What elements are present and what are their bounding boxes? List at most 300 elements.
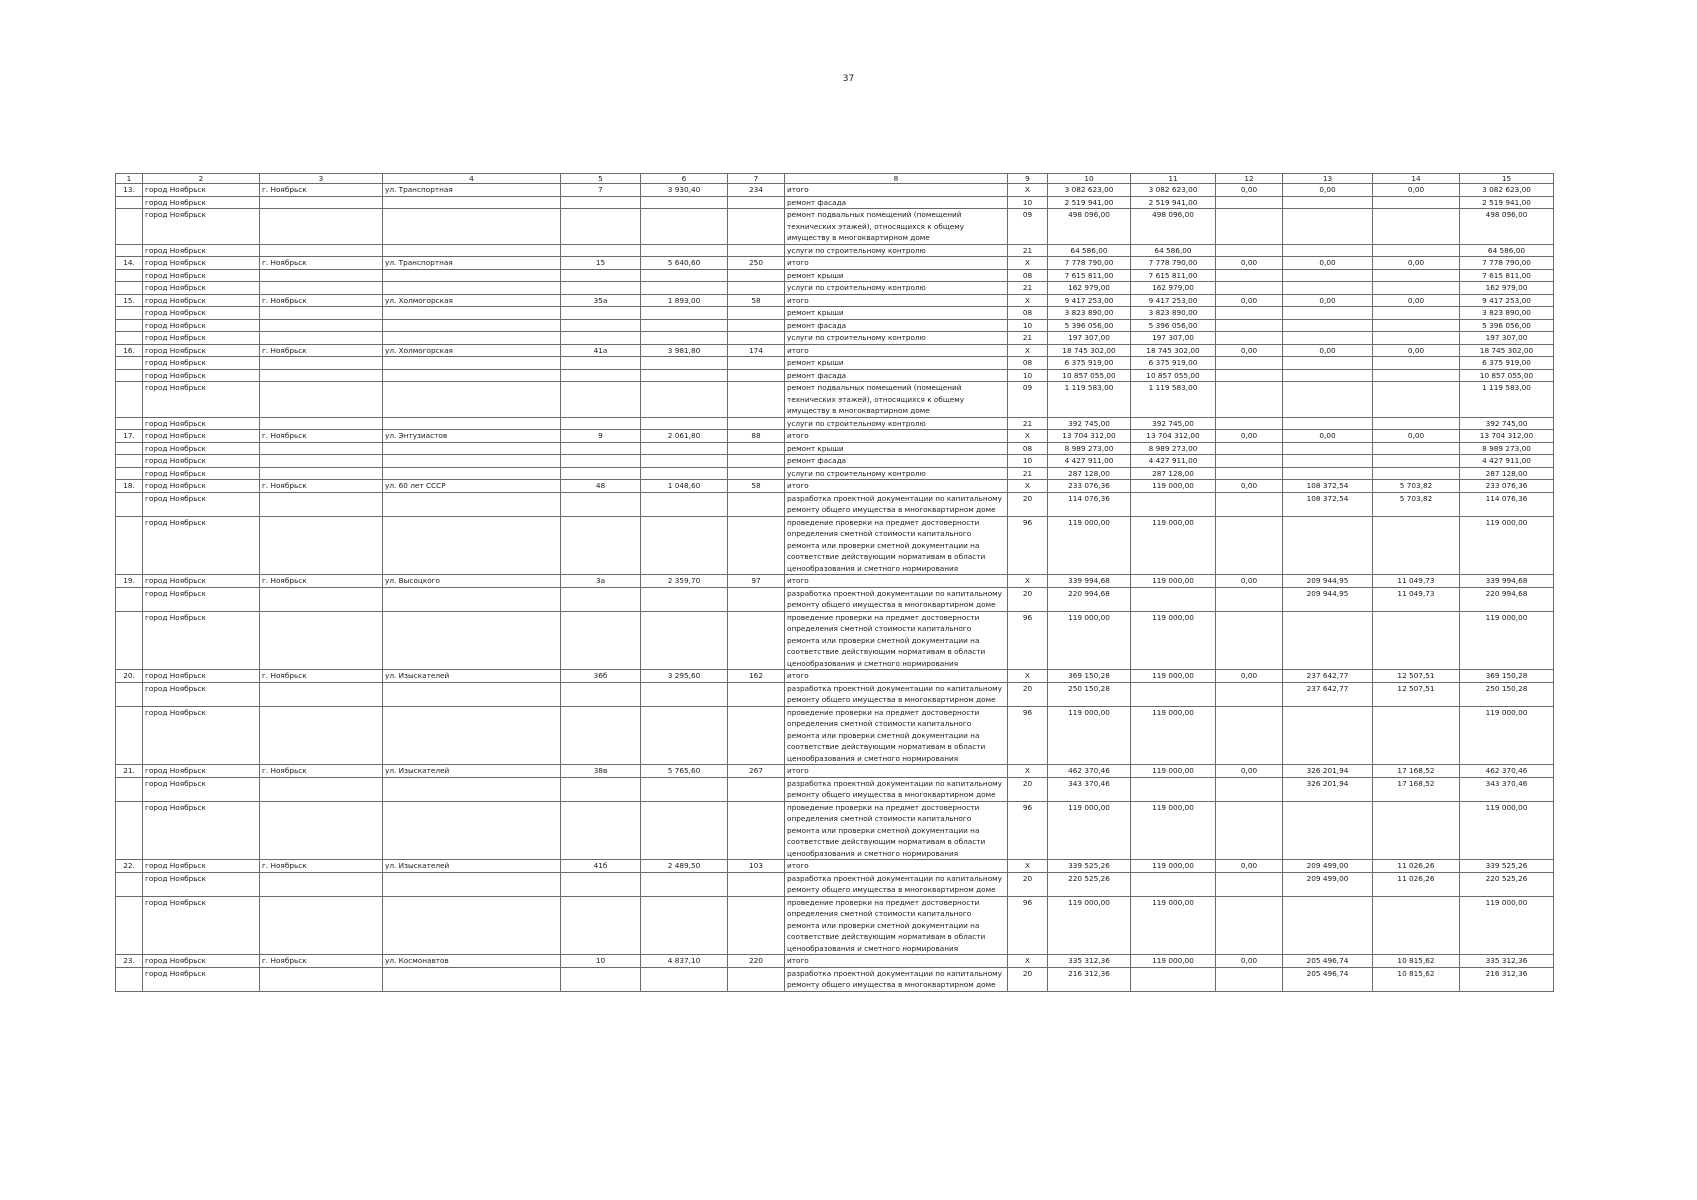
work-code-cell: Х	[1008, 670, 1048, 683]
work-type-cell: итого	[785, 480, 1008, 493]
table-row-work	[116, 369, 1554, 382]
table-row-total	[116, 575, 1554, 588]
regional-funds-cell: 205 496,74	[1283, 967, 1373, 991]
table-row-work	[116, 967, 1554, 991]
regional-funds-cell	[1283, 706, 1373, 765]
fund-cost-cell: 287 128,00	[1131, 467, 1216, 480]
federal-funds-cell	[1216, 244, 1283, 257]
table-row-work	[116, 872, 1554, 896]
area-cell	[641, 332, 728, 345]
regional-funds-cell: 209 944,95	[1283, 575, 1373, 588]
residents-cell: 58	[728, 294, 785, 307]
work-code-cell: 21	[1008, 467, 1048, 480]
municipality-cell: город Ноябрьск	[143, 480, 260, 493]
city-cell	[260, 332, 383, 345]
work-code-cell: 21	[1008, 417, 1048, 430]
row-number: 20.	[116, 670, 143, 683]
local-funds-cell: 0,00	[1373, 184, 1460, 197]
total-cost-cell: 339 525,26	[1048, 860, 1131, 873]
table-row-total	[116, 955, 1554, 968]
street-cell: ул. Транспортная	[383, 184, 561, 197]
regional-funds-cell: 209 499,00	[1283, 872, 1373, 896]
federal-funds-cell	[1216, 357, 1283, 370]
local-funds-cell	[1373, 801, 1460, 860]
owners-funds-cell: 64 586,00	[1460, 244, 1554, 257]
total-cost-cell: 13 704 312,00	[1048, 430, 1131, 443]
local-funds-cell	[1373, 209, 1460, 245]
work-code-cell: Х	[1008, 575, 1048, 588]
federal-funds-cell	[1216, 587, 1283, 611]
city-cell	[260, 801, 383, 860]
municipality-cell: город Ноябрьск	[143, 307, 260, 320]
street-cell: ул. Транспортная	[383, 257, 561, 270]
owners-funds-cell: 335 312,36	[1460, 955, 1554, 968]
residents-cell	[728, 209, 785, 245]
owners-funds-cell: 369 150,28	[1460, 670, 1554, 683]
area-cell: 2 061,80	[641, 430, 728, 443]
fund-cost-cell	[1131, 587, 1216, 611]
local-funds-cell	[1373, 467, 1460, 480]
federal-funds-cell	[1216, 516, 1283, 575]
local-funds-cell: 5 703,82	[1373, 480, 1460, 493]
federal-funds-cell	[1216, 282, 1283, 295]
regional-funds-cell: 0,00	[1283, 184, 1373, 197]
city-cell: г. Ноябрьск	[260, 955, 383, 968]
owners-funds-cell: 4 427 911,00	[1460, 455, 1554, 468]
owners-funds-cell: 339 525,26	[1460, 860, 1554, 873]
area-cell	[641, 357, 728, 370]
row-number	[116, 196, 143, 209]
regional-funds-cell	[1283, 269, 1373, 282]
house-number-cell: 41б	[561, 860, 641, 873]
street-cell	[383, 896, 561, 955]
table-row-total	[116, 344, 1554, 357]
work-type-cell: итого	[785, 257, 1008, 270]
regional-funds-cell	[1283, 369, 1373, 382]
street-cell	[383, 269, 561, 282]
house-number-cell: 15	[561, 257, 641, 270]
residents-cell	[728, 332, 785, 345]
street-cell	[383, 801, 561, 860]
row-number	[116, 332, 143, 345]
street-cell: ул. Высоцкого	[383, 575, 561, 588]
city-cell	[260, 369, 383, 382]
house-number-cell	[561, 682, 641, 706]
work-code-cell: 20	[1008, 967, 1048, 991]
work-code-cell: 20	[1008, 777, 1048, 801]
owners-funds-cell: 5 396 056,00	[1460, 319, 1554, 332]
municipality-cell: город Ноябрьск	[143, 706, 260, 765]
owners-funds-cell: 162 979,00	[1460, 282, 1554, 295]
regional-funds-cell	[1283, 801, 1373, 860]
row-number	[116, 442, 143, 455]
area-cell	[641, 369, 728, 382]
fund-cost-cell: 2 519 941,00	[1131, 196, 1216, 209]
fund-cost-cell: 119 000,00	[1131, 801, 1216, 860]
municipality-cell: город Ноябрьск	[143, 344, 260, 357]
municipality-cell: город Ноябрьск	[143, 369, 260, 382]
work-code-cell: Х	[1008, 765, 1048, 778]
row-number	[116, 706, 143, 765]
house-number-cell	[561, 967, 641, 991]
row-number: 22.	[116, 860, 143, 873]
regional-funds-cell: 0,00	[1283, 257, 1373, 270]
street-cell	[383, 682, 561, 706]
table-row-total	[116, 670, 1554, 683]
fund-cost-cell: 1 119 583,00	[1131, 382, 1216, 418]
column-number: 9	[1008, 174, 1048, 184]
fund-cost-cell: 8 989 273,00	[1131, 442, 1216, 455]
total-cost-cell: 250 150,28	[1048, 682, 1131, 706]
local-funds-cell: 5 703,82	[1373, 492, 1460, 516]
column-number: 1	[116, 174, 143, 184]
federal-funds-cell	[1216, 417, 1283, 430]
area-cell	[641, 872, 728, 896]
area-cell	[641, 417, 728, 430]
table-row-work	[116, 587, 1554, 611]
area-cell: 2 489,50	[641, 860, 728, 873]
area-cell: 4 837,10	[641, 955, 728, 968]
city-cell	[260, 872, 383, 896]
city-cell	[260, 467, 383, 480]
house-number-cell	[561, 455, 641, 468]
total-cost-cell: 335 312,36	[1048, 955, 1131, 968]
residents-cell: 220	[728, 955, 785, 968]
work-code-cell: Х	[1008, 955, 1048, 968]
residents-cell: 174	[728, 344, 785, 357]
street-cell	[383, 442, 561, 455]
city-cell	[260, 777, 383, 801]
area-cell	[641, 442, 728, 455]
municipality-cell: город Ноябрьск	[143, 872, 260, 896]
fund-cost-cell: 6 375 919,00	[1131, 357, 1216, 370]
federal-funds-cell: 0,00	[1216, 257, 1283, 270]
total-cost-cell: 369 150,28	[1048, 670, 1131, 683]
work-type-cell: ремонт подвальных помещений (помещений технических этажей), относящихся к общему имуществу в многоквартирном доме	[785, 382, 1008, 418]
federal-funds-cell	[1216, 332, 1283, 345]
owners-funds-cell: 7 778 790,00	[1460, 257, 1554, 270]
work-type-cell: услуги по строительному контролю	[785, 417, 1008, 430]
row-number	[116, 801, 143, 860]
fund-cost-cell: 119 000,00	[1131, 670, 1216, 683]
house-number-cell: 48	[561, 480, 641, 493]
house-number-cell	[561, 369, 641, 382]
municipality-cell: город Ноябрьск	[143, 896, 260, 955]
federal-funds-cell	[1216, 492, 1283, 516]
residents-cell	[728, 269, 785, 282]
owners-funds-cell: 8 989 273,00	[1460, 442, 1554, 455]
street-cell	[383, 967, 561, 991]
work-type-cell: ремонт фасада	[785, 369, 1008, 382]
owners-funds-cell: 498 096,00	[1460, 209, 1554, 245]
house-number-cell	[561, 587, 641, 611]
local-funds-cell	[1373, 706, 1460, 765]
column-number: 14	[1373, 174, 1460, 184]
residents-cell	[728, 587, 785, 611]
table-row-work	[116, 467, 1554, 480]
local-funds-cell	[1373, 307, 1460, 320]
area-cell	[641, 282, 728, 295]
area-cell	[641, 706, 728, 765]
work-code-cell: 20	[1008, 872, 1048, 896]
federal-funds-cell: 0,00	[1216, 860, 1283, 873]
owners-funds-cell: 233 076,36	[1460, 480, 1554, 493]
local-funds-cell	[1373, 269, 1460, 282]
federal-funds-cell	[1216, 967, 1283, 991]
work-code-cell: 08	[1008, 357, 1048, 370]
work-type-cell: итого	[785, 294, 1008, 307]
residents-cell	[728, 417, 785, 430]
city-cell	[260, 442, 383, 455]
column-number: 12	[1216, 174, 1283, 184]
house-number-cell	[561, 319, 641, 332]
row-number	[116, 455, 143, 468]
street-cell: ул. Космонавтов	[383, 955, 561, 968]
regional-funds-cell: 205 496,74	[1283, 955, 1373, 968]
column-number: 8	[785, 174, 1008, 184]
total-cost-cell: 343 370,46	[1048, 777, 1131, 801]
work-type-cell: разработка проектной документации по капитальному ремонту общего имущества в многоквартирном доме	[785, 587, 1008, 611]
fund-cost-cell: 7 615 811,00	[1131, 269, 1216, 282]
work-type-cell: проведение проверки на предмет достоверности определения сметной стоимости капитального ремонта или проверки сметной документации на соответствие действующим нормативам в области ценообразования и сметного нормирования	[785, 801, 1008, 860]
street-cell: ул. 60 лет СССР	[383, 480, 561, 493]
row-number	[116, 587, 143, 611]
total-cost-cell: 339 994,68	[1048, 575, 1131, 588]
house-number-cell	[561, 196, 641, 209]
work-type-cell: итого	[785, 670, 1008, 683]
work-type-cell: ремонт крыши	[785, 307, 1008, 320]
city-cell	[260, 244, 383, 257]
regional-funds-cell	[1283, 209, 1373, 245]
residents-cell	[728, 319, 785, 332]
area-cell: 3 981,80	[641, 344, 728, 357]
row-number	[116, 611, 143, 670]
residents-cell: 103	[728, 860, 785, 873]
fund-cost-cell: 119 000,00	[1131, 765, 1216, 778]
row-number	[116, 307, 143, 320]
column-number: 6	[641, 174, 728, 184]
owners-funds-cell: 250 150,28	[1460, 682, 1554, 706]
street-cell	[383, 492, 561, 516]
regional-funds-cell: 108 372,54	[1283, 492, 1373, 516]
total-cost-cell: 1 119 583,00	[1048, 382, 1131, 418]
total-cost-cell: 287 128,00	[1048, 467, 1131, 480]
total-cost-cell: 462 370,46	[1048, 765, 1131, 778]
house-number-cell: 36б	[561, 670, 641, 683]
owners-funds-cell: 18 745 302,00	[1460, 344, 1554, 357]
row-number	[116, 417, 143, 430]
table-row-work	[116, 332, 1554, 345]
row-number	[116, 516, 143, 575]
work-code-cell: 08	[1008, 269, 1048, 282]
local-funds-cell: 10 815,62	[1373, 967, 1460, 991]
row-number: 13.	[116, 184, 143, 197]
total-cost-cell: 498 096,00	[1048, 209, 1131, 245]
table-row-work	[116, 382, 1554, 418]
total-cost-cell: 197 307,00	[1048, 332, 1131, 345]
municipality-cell: город Ноябрьск	[143, 417, 260, 430]
column-number: 5	[561, 174, 641, 184]
work-code-cell: Х	[1008, 294, 1048, 307]
federal-funds-cell: 0,00	[1216, 430, 1283, 443]
residents-cell: 162	[728, 670, 785, 683]
street-cell	[383, 417, 561, 430]
area-cell	[641, 896, 728, 955]
local-funds-cell	[1373, 611, 1460, 670]
local-funds-cell	[1373, 357, 1460, 370]
city-cell: г. Ноябрьск	[260, 294, 383, 307]
city-cell	[260, 319, 383, 332]
municipality-cell: город Ноябрьск	[143, 575, 260, 588]
work-type-cell: услуги по строительному контролю	[785, 244, 1008, 257]
municipality-cell: город Ноябрьск	[143, 611, 260, 670]
street-cell	[383, 382, 561, 418]
residents-cell	[728, 442, 785, 455]
row-number	[116, 269, 143, 282]
owners-funds-cell: 10 857 055,00	[1460, 369, 1554, 382]
total-cost-cell: 2 519 941,00	[1048, 196, 1131, 209]
work-code-cell: Х	[1008, 860, 1048, 873]
municipality-cell: город Ноябрьск	[143, 860, 260, 873]
owners-funds-cell: 119 000,00	[1460, 801, 1554, 860]
total-cost-cell: 6 375 919,00	[1048, 357, 1131, 370]
area-cell	[641, 967, 728, 991]
local-funds-cell	[1373, 282, 1460, 295]
work-type-cell: проведение проверки на предмет достоверности определения сметной стоимости капитального ремонта или проверки сметной документации на соответствие действующим нормативам в области ценообразования и сметного нормирования	[785, 516, 1008, 575]
table-row-work	[116, 357, 1554, 370]
residents-cell: 250	[728, 257, 785, 270]
residents-cell	[728, 896, 785, 955]
city-cell	[260, 611, 383, 670]
house-number-cell	[561, 492, 641, 516]
work-code-cell: 20	[1008, 682, 1048, 706]
fund-cost-cell: 119 000,00	[1131, 611, 1216, 670]
house-number-cell	[561, 332, 641, 345]
residents-cell	[728, 706, 785, 765]
street-cell	[383, 611, 561, 670]
work-code-cell: 10	[1008, 369, 1048, 382]
area-cell	[641, 467, 728, 480]
owners-funds-cell: 287 128,00	[1460, 467, 1554, 480]
residents-cell: 234	[728, 184, 785, 197]
total-cost-cell: 220 994,68	[1048, 587, 1131, 611]
city-cell: г. Ноябрьск	[260, 575, 383, 588]
fund-cost-cell: 392 745,00	[1131, 417, 1216, 430]
house-number-cell	[561, 442, 641, 455]
fund-cost-cell: 3 082 623,00	[1131, 184, 1216, 197]
federal-funds-cell	[1216, 682, 1283, 706]
total-cost-cell: 119 000,00	[1048, 516, 1131, 575]
area-cell	[641, 777, 728, 801]
area-cell	[641, 319, 728, 332]
area-cell: 2 359,70	[641, 575, 728, 588]
city-cell	[260, 282, 383, 295]
street-cell	[383, 282, 561, 295]
residents-cell	[728, 282, 785, 295]
city-cell: г. Ноябрьск	[260, 670, 383, 683]
house-number-cell: 35а	[561, 294, 641, 307]
work-type-cell: разработка проектной документации по капитальному ремонту общего имущества в многоквартирном доме	[785, 682, 1008, 706]
municipality-cell: город Ноябрьск	[143, 332, 260, 345]
local-funds-cell: 11 026,26	[1373, 872, 1460, 896]
table-row-work	[116, 442, 1554, 455]
local-funds-cell: 0,00	[1373, 430, 1460, 443]
work-type-cell: ремонт крыши	[785, 357, 1008, 370]
city-cell	[260, 516, 383, 575]
local-funds-cell	[1373, 516, 1460, 575]
city-cell	[260, 706, 383, 765]
table-row-work	[116, 319, 1554, 332]
fund-cost-cell: 5 396 056,00	[1131, 319, 1216, 332]
federal-funds-cell: 0,00	[1216, 765, 1283, 778]
city-cell	[260, 209, 383, 245]
local-funds-cell	[1373, 196, 1460, 209]
city-cell: г. Ноябрьск	[260, 257, 383, 270]
regional-funds-cell: 209 499,00	[1283, 860, 1373, 873]
owners-funds-cell: 119 000,00	[1460, 516, 1554, 575]
local-funds-cell	[1373, 382, 1460, 418]
total-cost-cell: 9 417 253,00	[1048, 294, 1131, 307]
total-cost-cell: 18 745 302,00	[1048, 344, 1131, 357]
total-cost-cell: 119 000,00	[1048, 706, 1131, 765]
house-number-cell	[561, 244, 641, 257]
regional-funds-cell	[1283, 896, 1373, 955]
area-cell: 3 295,60	[641, 670, 728, 683]
street-cell	[383, 587, 561, 611]
fund-cost-cell: 13 704 312,00	[1131, 430, 1216, 443]
house-number-cell	[561, 209, 641, 245]
table-row-work	[116, 417, 1554, 430]
local-funds-cell: 17 168,52	[1373, 765, 1460, 778]
regional-funds-cell: 326 201,94	[1283, 765, 1373, 778]
table-row-total	[116, 480, 1554, 493]
work-code-cell: 96	[1008, 801, 1048, 860]
municipality-cell: город Ноябрьск	[143, 357, 260, 370]
local-funds-cell: 0,00	[1373, 344, 1460, 357]
column-number: 3	[260, 174, 383, 184]
owners-funds-cell: 119 000,00	[1460, 611, 1554, 670]
area-cell	[641, 682, 728, 706]
table-row-work	[116, 516, 1554, 575]
work-type-cell: проведение проверки на предмет достоверности определения сметной стоимости капитального ремонта или проверки сметной документации на соответствие действующим нормативам в области ценообразования и сметного нормирования	[785, 896, 1008, 955]
area-cell	[641, 307, 728, 320]
city-cell	[260, 587, 383, 611]
city-cell	[260, 382, 383, 418]
work-code-cell: 20	[1008, 492, 1048, 516]
city-cell	[260, 896, 383, 955]
city-cell	[260, 417, 383, 430]
federal-funds-cell: 0,00	[1216, 670, 1283, 683]
federal-funds-cell: 0,00	[1216, 294, 1283, 307]
total-cost-cell: 119 000,00	[1048, 896, 1131, 955]
house-number-cell	[561, 611, 641, 670]
street-cell	[383, 196, 561, 209]
owners-funds-cell: 220 994,68	[1460, 587, 1554, 611]
local-funds-cell	[1373, 244, 1460, 257]
federal-funds-cell	[1216, 319, 1283, 332]
column-number: 11	[1131, 174, 1216, 184]
work-type-cell: разработка проектной документации по капитальному ремонту общего имущества в многоквартирном доме	[785, 492, 1008, 516]
house-number-cell	[561, 307, 641, 320]
area-cell	[641, 382, 728, 418]
table-row-work	[116, 706, 1554, 765]
fund-cost-cell	[1131, 777, 1216, 801]
table-row-work	[116, 682, 1554, 706]
house-number-cell: 7	[561, 184, 641, 197]
column-number: 10	[1048, 174, 1131, 184]
total-cost-cell: 392 745,00	[1048, 417, 1131, 430]
fund-cost-cell	[1131, 872, 1216, 896]
